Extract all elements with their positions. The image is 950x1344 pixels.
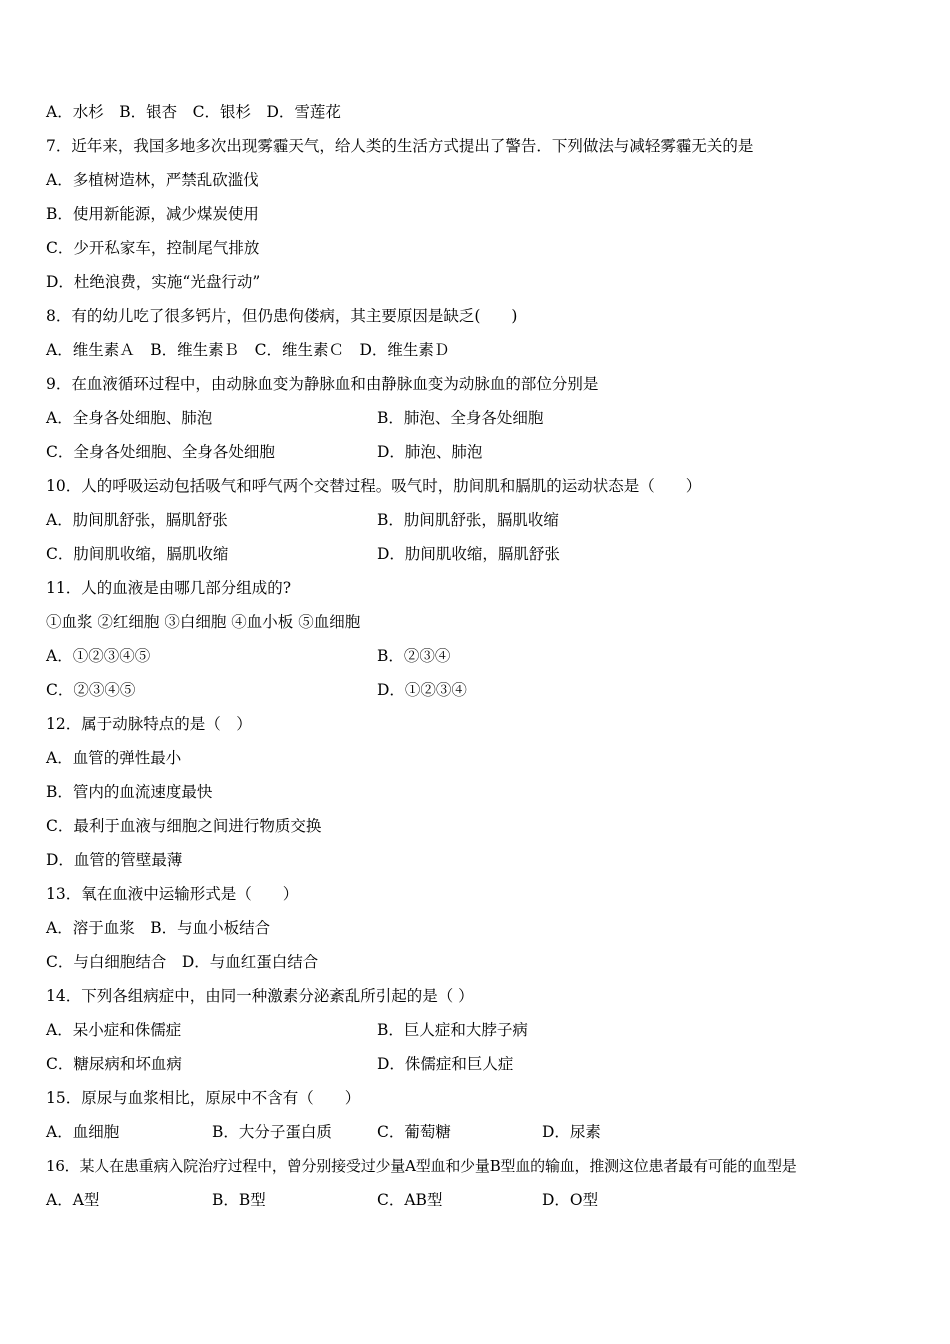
q10-option-c: C．肋间肌收缩，膈肌收缩 [46, 545, 229, 563]
q11-option-c: C．②③④⑤ [46, 681, 136, 699]
q7-stem [46, 129, 753, 163]
q8-options [46, 333, 449, 367]
q9-stem [46, 367, 598, 401]
q11-option-b: B．②③④ [377, 647, 451, 665]
q12-option-a [46, 741, 181, 775]
q13-stem-text: 13．氧在血液中运输形式是（ ） [46, 885, 299, 903]
q16-option-b: B．B型 [212, 1191, 266, 1209]
q15-options [46, 1115, 601, 1149]
q14-stem-text: 14．下列各组病症中，由同一种激素分泌紊乱所引起的是（ ） [46, 987, 474, 1005]
q7-option-a [46, 163, 259, 197]
q11-option-d: D．①②③④ [377, 681, 467, 699]
q10-option-a: A．肋间肌舒张，膈肌舒张 [46, 511, 228, 529]
q13-stem [46, 877, 298, 911]
q9-option-b: B．肺泡、全身各处细胞 [377, 409, 544, 427]
q15-option-c: C．葡萄糖 [377, 1123, 451, 1141]
q13-options-ab [46, 911, 270, 945]
q7-option-d-text: D．杜绝浪费，实施“光盘行动” [46, 273, 261, 291]
q15-option-b: B．大分子蛋白质 [212, 1123, 332, 1141]
q15-stem-text: 15．原尿与血浆相比，原尿中不含有（ ） [46, 1089, 361, 1107]
q12-option-d-text: D．血管的管壁最薄 [46, 851, 183, 869]
q14-option-a: A．呆小症和侏儒症 [46, 1021, 182, 1039]
q16-option-d: D．O型 [542, 1191, 599, 1209]
q10-options-row1 [46, 503, 559, 537]
q14-stem [46, 979, 474, 1013]
q8-options-text: A．维生素Ａ B．维生素Ｂ C．维生素Ｃ D．维生素Ｄ [46, 341, 450, 359]
q12-option-c-text: C．最利于血液与细胞之间进行物质交换 [46, 817, 322, 835]
q12-option-c [46, 809, 321, 843]
q11-options-row2 [46, 673, 467, 707]
q11-stem-text: 11．人的血液是由哪几部分组成的? [46, 579, 292, 597]
q16-stem-text: 16．某人在患重病入院治疗过程中，曾分别接受过少量A型血和少量B型血的输血，推测这位患者最有可能的血型是 [46, 1157, 797, 1175]
q13-options-ab-text: A．溶于血浆 B．与血小板结合 [46, 919, 271, 937]
q13-options-cd-text: C．与白细胞结合 D．与血红蛋白结合 [46, 953, 319, 971]
q15-stem [46, 1081, 360, 1115]
q7-option-a-text: A．多植树造林，严禁乱砍滥伐 [46, 171, 259, 189]
q12-option-d [46, 843, 182, 877]
q12-stem [46, 707, 252, 741]
q14-options-row2 [46, 1047, 514, 1081]
q9-stem-text: 9．在血液循环过程中，由动脉血变为静脉血和由静脉血变为动脉血的部位分别是 [46, 375, 599, 393]
q9-options-row1 [46, 401, 544, 435]
q15-option-d: D．尿素 [542, 1123, 601, 1141]
q10-option-b: B．肋间肌舒张，膈肌收缩 [377, 511, 559, 529]
q11-list [46, 605, 360, 639]
q10-stem [46, 469, 701, 503]
q16-options [46, 1183, 599, 1217]
q9-option-a: A．全身各处细胞、肺泡 [46, 409, 213, 427]
q9-option-c: C．全身各处细胞、全身各处细胞 [46, 443, 275, 461]
q6-options-text: A．水杉 B．银杏 C．银杉 D．雪莲花 [46, 103, 341, 121]
q9-options-row2 [46, 435, 483, 469]
q14-option-b: B．巨人症和大脖子病 [377, 1021, 528, 1039]
q14-option-c: C．糖尿病和坏血病 [46, 1055, 182, 1073]
q8-stem [46, 299, 517, 333]
q8-stem-text: 8．有的幼儿吃了很多钙片，但仍患佝偻病，其主要原因是缺乏( ) [46, 307, 518, 325]
q16-option-a: A．A型 [46, 1191, 100, 1209]
q12-option-b-text: B．管内的血流速度最快 [46, 783, 213, 801]
q7-option-b-text: B．使用新能源，减少煤炭使用 [46, 205, 259, 223]
q9-option-d: D．肺泡、肺泡 [377, 443, 483, 461]
q7-option-c-text: C．少开私家车，控制尾气排放 [46, 239, 260, 257]
q7-option-d [46, 265, 260, 299]
q11-list-text: ①血浆 ②红细胞 ③白细胞 ④血小板 ⑤血细胞 [46, 613, 361, 631]
q12-option-a-text: A．血管的弹性最小 [46, 749, 182, 767]
q10-options-row2 [46, 537, 560, 571]
q7-stem-text: 7．近年来，我国多地多次出现雾霾天气，给人类的生活方式提出了警告．下列做法与减轻雾霾无关的是 [46, 137, 754, 155]
q16-stem [46, 1149, 797, 1183]
q12-option-b [46, 775, 212, 809]
q6-options [46, 95, 341, 129]
q11-options-row1 [46, 639, 451, 673]
q11-option-a: A．①②③④⑤ [46, 647, 151, 665]
q14-option-d: D．侏儒症和巨人症 [377, 1055, 514, 1073]
q16-option-c: C．AB型 [377, 1191, 443, 1209]
q14-options-row1 [46, 1013, 528, 1047]
q7-option-b [46, 197, 259, 231]
q15-option-a: A．血细胞 [46, 1123, 120, 1141]
q11-stem [46, 571, 291, 605]
q7-option-c [46, 231, 259, 265]
q13-options-cd [46, 945, 318, 979]
q10-stem-text: 10．人的呼吸运动包括吸气和呼气两个交替过程。吸气时，肋间肌和膈肌的运动状态是（ ） [46, 477, 702, 495]
q12-stem-text: 12．属于动脉特点的是（ ） [46, 715, 252, 733]
q10-option-d: D．肋间肌收缩，膈肌舒张 [377, 545, 560, 563]
